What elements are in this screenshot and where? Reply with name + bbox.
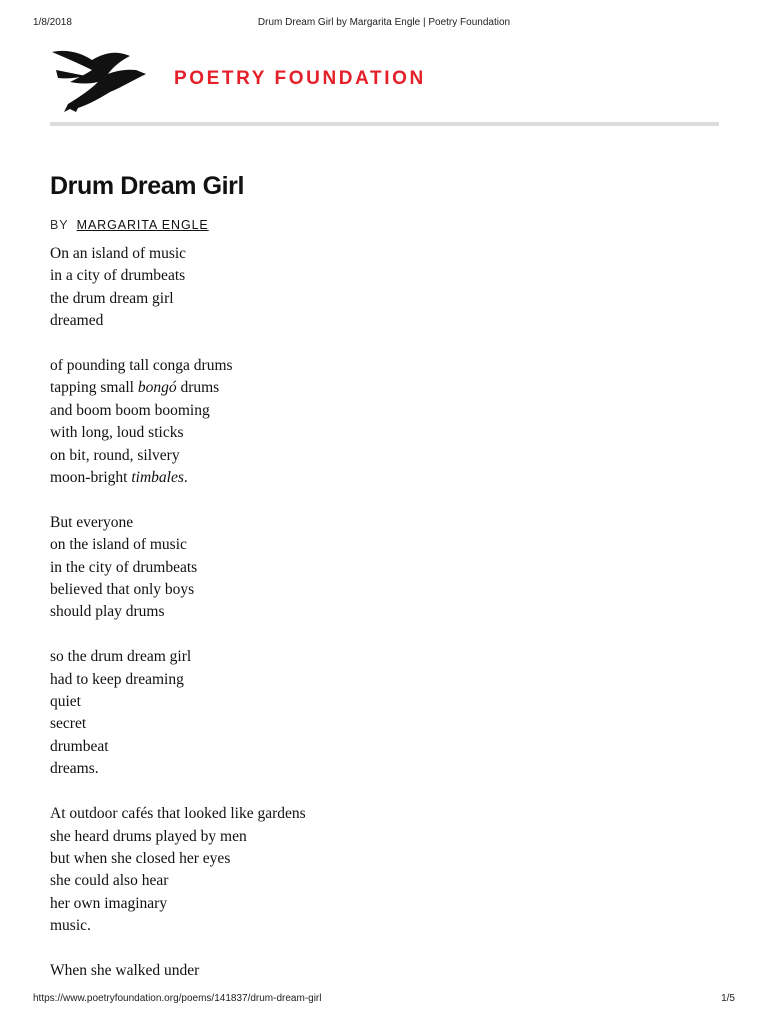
- poem-line: [50, 422, 650, 444]
- poem-stanza: [50, 512, 650, 624]
- poem-line: [50, 400, 650, 422]
- poem-line: [50, 243, 650, 265]
- poem-text: dreamed: [50, 312, 104, 330]
- poem-text: in a city of drumbeats: [50, 267, 186, 285]
- poem-text: of pounding tall conga drums: [50, 357, 233, 375]
- poem-text: drums: [176, 379, 220, 397]
- poem-line: [50, 512, 650, 534]
- print-page-number: 1/5: [721, 993, 735, 1004]
- poem-text: At outdoor cafés that looked like gardens: [50, 805, 306, 823]
- poem-text: music.: [50, 917, 91, 935]
- poem-text: her own imaginary: [50, 894, 168, 912]
- poem-text: dreams.: [50, 760, 99, 778]
- print-page-title: Drum Dream Girl by Margarita Engle | Poetry Foundation: [257, 17, 511, 28]
- poem-text: believed that only boys: [50, 581, 195, 599]
- author-link[interactable]: MARGARITA ENGLE: [76, 218, 209, 232]
- header-divider: [50, 122, 719, 126]
- poem-body: [50, 243, 650, 1005]
- poem-text: so the drum dream girl: [50, 648, 192, 666]
- byline: [50, 218, 209, 232]
- poem-stanza: [50, 960, 650, 982]
- poem-line: [50, 960, 650, 982]
- print-footer: [0, 993, 768, 1007]
- poem-line: [50, 445, 650, 467]
- print-url: https://www.poetryfoundation.org/poems/141837/drum-dream-girl: [33, 993, 322, 1004]
- poem-line: [50, 826, 650, 848]
- poem-line: [50, 467, 650, 489]
- poem-text: on the island of music: [50, 536, 187, 554]
- poem-stanza: [50, 243, 650, 333]
- poem-line: [50, 758, 650, 780]
- poem-text: But everyone: [50, 513, 134, 531]
- poem-line: [50, 557, 650, 579]
- poem-line: [50, 870, 650, 892]
- poem-line: [50, 601, 650, 623]
- poem-text: moon-bright: [50, 469, 132, 487]
- poem-line: [50, 288, 650, 310]
- poem-text: on bit, round, silvery: [50, 446, 180, 464]
- poem-line: [50, 355, 650, 377]
- poem-stanza: [50, 646, 650, 780]
- poem-line: [50, 310, 650, 332]
- poem-italic-word: bongó: [137, 379, 177, 397]
- brand-wordmark[interactable]: POETRY FOUNDATION: [174, 68, 426, 89]
- poem-line: [50, 534, 650, 556]
- poem-text: and boom boom booming: [50, 401, 210, 419]
- poem-line: [50, 848, 650, 870]
- poem-text: the drum dream girl: [50, 289, 174, 307]
- poem-stanza: [50, 355, 650, 489]
- poem-line: [50, 265, 650, 287]
- poem-text: in the city of drumbeats: [50, 558, 198, 576]
- poem-text: she could also hear: [50, 872, 169, 890]
- poem-line: [50, 691, 650, 713]
- poem-italic-word: timbales: [131, 469, 184, 487]
- poem-line: [50, 669, 650, 691]
- poem-text: On an island of music: [50, 245, 187, 262]
- poem-line: [50, 713, 650, 735]
- poem-text: should play drums: [50, 603, 165, 621]
- poem-title: Drum Dream Girl: [50, 172, 245, 200]
- by-label: BY: [50, 218, 69, 232]
- site-header: [50, 46, 720, 116]
- poem-text: When she walked under: [50, 961, 200, 979]
- poem-line: [50, 803, 650, 825]
- poem-text: drumbeat: [50, 737, 109, 755]
- poem-line: [50, 915, 650, 937]
- bird-icon[interactable]: [50, 46, 148, 112]
- poem-text: secret: [50, 715, 87, 733]
- poem-line: [50, 579, 650, 601]
- poem-line: [50, 377, 650, 399]
- poem-text: she heard drums played by men: [50, 827, 247, 845]
- poem-text: quiet: [50, 693, 81, 711]
- poem-line: [50, 893, 650, 915]
- poem-text: with long, loud sticks: [50, 424, 184, 442]
- poem-text: but when she closed her eyes: [50, 849, 231, 867]
- poem-text: tapping small: [50, 379, 138, 397]
- poem-text: had to keep dreaming: [50, 670, 184, 688]
- print-date: 1/8/2018: [33, 17, 72, 28]
- poem-stanza: [50, 803, 650, 937]
- poem-line: [50, 736, 650, 758]
- poem-text: .: [183, 469, 188, 487]
- print-header: [0, 17, 768, 31]
- poem-line: [50, 646, 650, 668]
